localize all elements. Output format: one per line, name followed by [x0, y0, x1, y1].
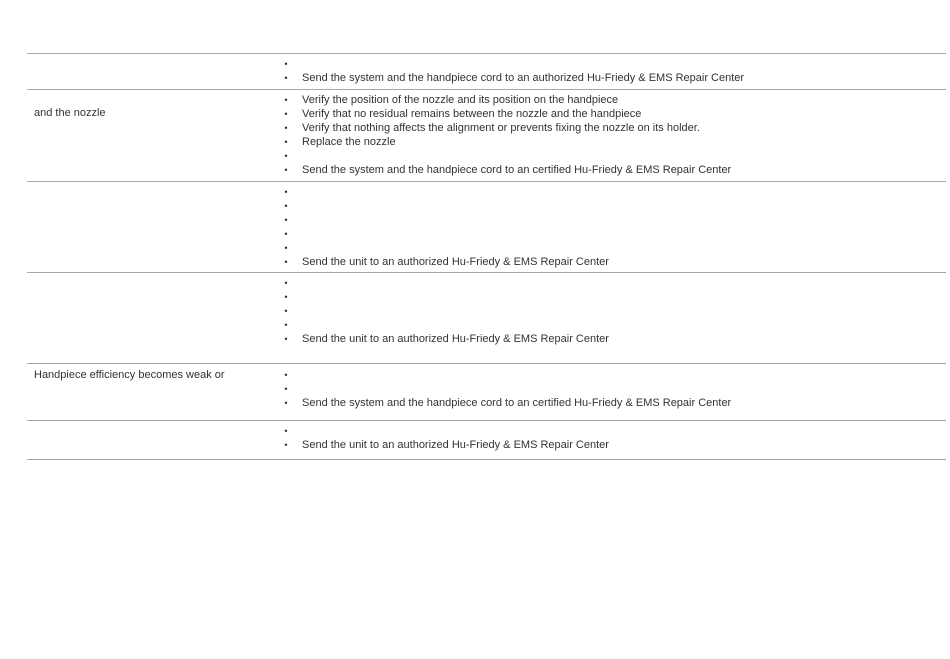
solution-list [283, 276, 946, 346]
list-item [283, 185, 946, 199]
list-item [283, 368, 946, 382]
bullet-icon: • [284, 243, 288, 253]
solution-text: Send the system and the handpiece cord to an certified Hu-Friedy & EMS Repair Center [302, 397, 732, 409]
bullet-icon: • [284, 73, 288, 83]
bullet-icon: • [284, 165, 288, 175]
list-item [283, 382, 946, 396]
solution-list [283, 185, 946, 269]
bullet-icon: • [284, 257, 288, 267]
list-item [283, 304, 946, 318]
troubleshooting-table [27, 53, 946, 460]
bullet-icon: • [284, 137, 288, 147]
bullet-icon: • [284, 398, 288, 408]
solution-text: Send the unit to an authorized Hu-Friedy & EMS Repair Center [302, 333, 609, 345]
table-row [27, 364, 946, 421]
list-item [283, 121, 946, 135]
list-item [283, 290, 946, 304]
table-row [27, 90, 946, 182]
solution-text: Send the unit to an authorized Hu-Friedy & EMS Repair Center [302, 439, 609, 451]
bullet-icon: • [284, 292, 288, 302]
bullet-icon: • [284, 215, 288, 225]
table-row [27, 273, 946, 364]
list-item [283, 241, 946, 255]
solution-text: Verify that nothing affects the alignment or prevents fixing the nozzle on its holder. [302, 122, 700, 134]
bullet-icon: • [284, 306, 288, 316]
list-item [283, 396, 946, 410]
list-item [283, 318, 946, 332]
bullet-icon: • [284, 151, 288, 161]
list-item [283, 332, 946, 346]
solution-list [283, 424, 946, 452]
cause-cell: and the nozzle [34, 107, 106, 119]
bullet-icon: • [284, 384, 288, 394]
list-item [283, 93, 946, 107]
bullet-icon: • [284, 440, 288, 450]
list-item [283, 149, 946, 163]
list-item [283, 255, 946, 269]
cause-cell: Handpiece efficiency becomes weak or [34, 369, 225, 381]
bullet-icon: • [284, 426, 288, 436]
solution-text: Send the unit to an authorized Hu-Friedy & EMS Repair Center [302, 256, 609, 268]
solution-text: Verify that no residual remains between the nozzle and the handpiece [302, 108, 642, 120]
list-item [283, 107, 946, 121]
list-item [283, 163, 946, 177]
list-item [283, 227, 946, 241]
bullet-icon: • [284, 95, 288, 105]
solution-text: Send the system and the handpiece cord to an certified Hu-Friedy & EMS Repair Center [302, 164, 732, 176]
bullet-icon: • [284, 229, 288, 239]
list-item [283, 276, 946, 290]
list-item [283, 438, 946, 452]
list-item [283, 57, 946, 71]
bullet-icon: • [284, 201, 288, 211]
bullet-icon: • [284, 370, 288, 380]
list-item [283, 424, 946, 438]
list-item [283, 199, 946, 213]
bullet-icon: • [284, 59, 288, 69]
list-item [283, 213, 946, 227]
solution-list [283, 93, 946, 177]
bullet-icon: • [284, 187, 288, 197]
table-row [27, 54, 946, 90]
bullet-icon: • [284, 278, 288, 288]
bullet-icon: • [284, 109, 288, 119]
solution-list [283, 368, 946, 410]
list-item [283, 135, 946, 149]
bullet-icon: • [284, 334, 288, 344]
solution-text: Verify the position of the nozzle and its position on the handpiece [302, 94, 619, 106]
bullet-icon: • [284, 123, 288, 133]
table-row [27, 182, 946, 273]
list-item [283, 71, 946, 85]
table-row [27, 421, 946, 460]
solution-text: Replace the nozzle [302, 136, 396, 148]
solution-list [283, 57, 946, 85]
solution-text: Send the system and the handpiece cord to an authorized Hu-Friedy & EMS Repair Center [302, 72, 745, 84]
bullet-icon: • [284, 320, 288, 330]
